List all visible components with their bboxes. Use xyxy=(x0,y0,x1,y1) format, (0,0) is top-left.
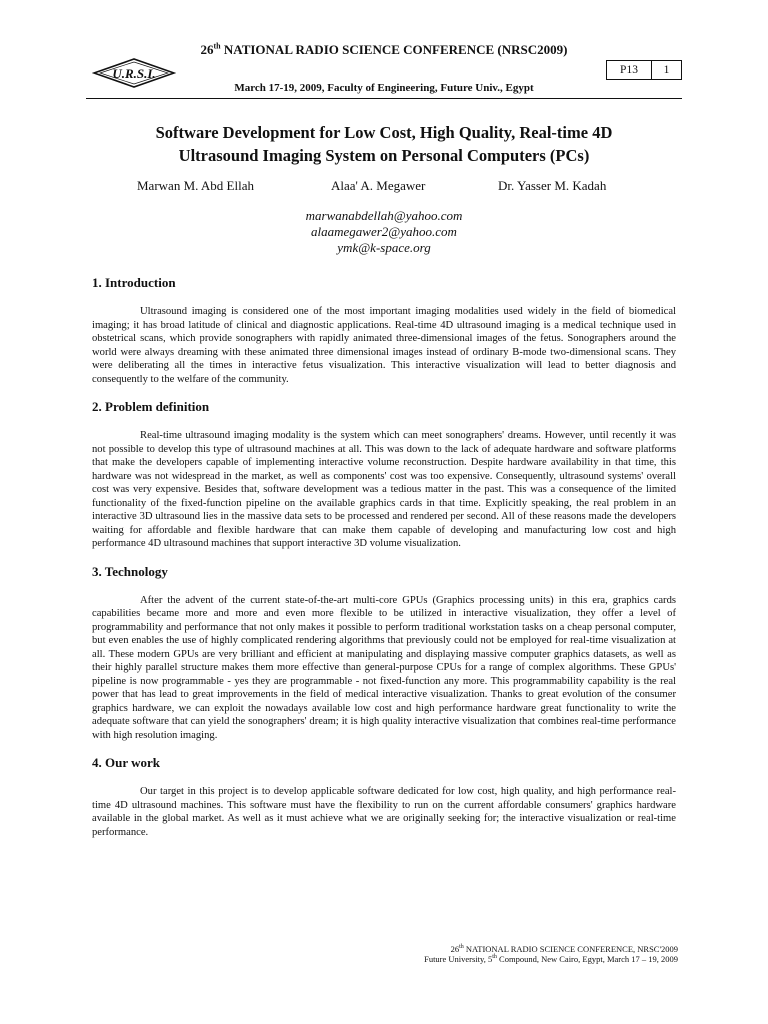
conference-title xyxy=(0,42,768,58)
section-heading-technology: 3. Technology xyxy=(92,563,168,579)
section-heading-problem-definition: 2. Problem definition xyxy=(92,399,210,414)
footer-ordinal: 26 xyxy=(450,944,460,954)
footer-line1 xyxy=(424,944,678,954)
conference-title-text: NATIONAL RADIO SCIENCE CONFERENCE (NRSC2009) xyxy=(220,42,568,57)
footer-location-suffix: th xyxy=(492,954,497,961)
section-text-our-work: Our target in this project is to develop applicable software dedicated for low cost, high quality, and high performance real-time 4D ultrasound machines. This software must have the flexibility to run on the current affordable consumers' graphics hardware available in the global market. As well as it must achieve what we are originally seeking for; the interactive visualization or real-time performance. xyxy=(92,786,676,838)
paper-title-line2: Ultrasound Imaging System on Personal Computers (PCs) xyxy=(178,146,590,165)
ursi-logo-text: U.R.S.I. xyxy=(112,66,156,81)
email-1: marwanabdellah@yahoo.com xyxy=(305,208,463,223)
section-heading-introduction: 1. Introduction xyxy=(92,275,176,290)
footer-line2 xyxy=(424,954,678,964)
paper-code: P13 xyxy=(607,61,652,79)
author-3: Dr. Yasser M. Kadah xyxy=(498,178,607,193)
section-text-introduction: Ultrasound imaging is considered one of the most important imaging modalities used widely in the field of biomedical imaging; it has broad latitude of clinical and diagnostic applications. Real-time 4D ultrasound imaging is a medical technique used in obstetrical scans, which provide sonographers with rapidly animated three-dimensional images of the fetus. Sonographers around the world were always dreaming with these animated three dimensional images instead of ordinary B-mode two-dimensional scans. They were deliberating all the times in interactive fetus visualization. This interactive visualization will lead to better diagnosis and consequently to the welfare of the community. xyxy=(92,306,676,385)
author-list xyxy=(0,178,768,198)
author-1: Marwan M. Abd Ellah xyxy=(137,178,254,193)
footer-conference: NATIONAL RADIO SCIENCE CONFERENCE, NRSC'2009 xyxy=(463,944,678,954)
email-3: ymk@k-space.org xyxy=(337,240,431,255)
section-text-technology: After the advent of the current state-of-the-art multi-core GPUs (Graphics processing units) in this era, graphics cards capabilities became more and more and even more flexible to be utilized in interactive visualization, they offer a level of programmability and performance that not only makes it possible to perform traditional workstation tasks on a cheap personal computer, but even enables the use of highly complicated rendering algorithms that previously could not be employed for real-time visualization at all. These modern GPUs are very brilliant and efficient at manipulating and displaying massive computer graphics datasets, as well as their highly parallel structure makes them more effective than general-purpose CPUs for a range of complex algorithms. These GPUs' pipeline is now programmable - yes they are programmable - not fixed-function any more. This programmability capability is the real power that has lead to great improvements in the field of medical interactive visualization. Thanks to great evolution of the consumer graphics hardware, we can exploit the nowadays available low cost and high performance hardware great functionality to write the adequate software that can yield the sonographers' dream; it is high quality interactive visualization that combines real-time performance with high resolution imaging. xyxy=(92,594,676,741)
email-list xyxy=(0,208,768,256)
footer-location-post: Compound, New Cairo, Egypt, March 17 – 19, 2009 xyxy=(496,954,678,964)
page-footer xyxy=(424,944,678,964)
paper-body xyxy=(92,274,676,851)
email-2: alaamegawer2@yahoo.com xyxy=(311,224,457,239)
paper-code-box xyxy=(606,60,682,80)
footer-location-pre: Future University, 5 xyxy=(424,954,493,964)
header-rule xyxy=(86,98,682,99)
paper-title xyxy=(0,121,768,167)
conference-ordinal: 26 xyxy=(200,42,214,57)
paper-title-line1: Software Development for Low Cost, High Quality, Real-time 4D xyxy=(155,123,613,142)
conference-date: March 17-19, 2009, Faculty of Engineering, Future Univ., Egypt xyxy=(234,82,534,94)
page-number: 1 xyxy=(663,64,670,76)
footer-ordinal-suffix: th xyxy=(459,944,464,951)
conference-ordinal-suffix: th xyxy=(213,41,221,51)
section-heading-our-work: 4. Our work xyxy=(92,755,161,770)
section-text-problem-definition: Real-time ultrasound imaging modality is the system which can meet sonographers' dreams. However, until recently it was not possible to develop this type of ultrasound machines at all. This was down to the lack of adequate hardware and software platforms that make the developers capable of implementing interactive volume reconstruction. Despite hardware availability in that time, this hardware was not widespread in the market, as well as components' cost was too expensive. Consequently, ultrasound systems' overall cost was very expensive. Besides that, software development was a tedious matter in the past. This was a consequence of the limited functionality of the fixed-function pipeline on the available graphics cards in that time. Explicitly speaking, the real problem in an interactive 3D ultrasound lies in the massive data sets to be processed and rendered per second. All of these reasons made the developers waiting for affordable and flexible hardware that can make them capable of developing and manufacturing low cost and high performance 4D ultrasound machines that support interactive 3D volume visualization. xyxy=(92,430,676,549)
author-2: Alaa' A. Megawer xyxy=(331,178,426,193)
